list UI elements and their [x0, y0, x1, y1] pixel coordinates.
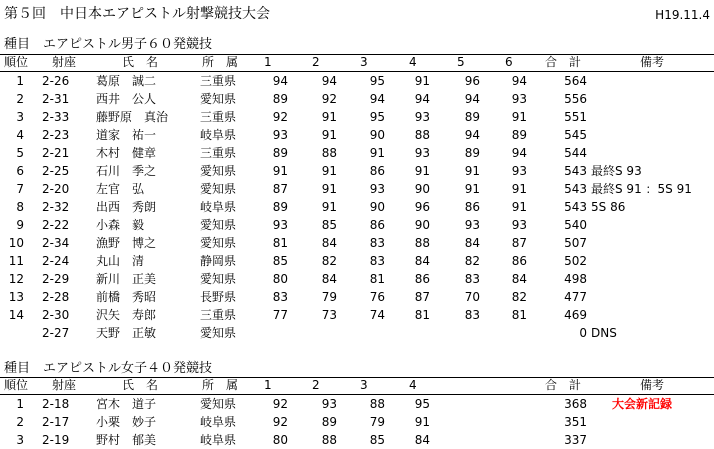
cell-rank: 1 [16, 397, 24, 411]
cell-series-2: 73 [321, 308, 337, 322]
cell-rank: 3 [16, 110, 24, 124]
cell-affiliation: 愛知県 [200, 236, 237, 250]
cell-series-2: 92 [321, 92, 337, 106]
cell-series-3: 86 [369, 164, 385, 178]
header-rank: 順位 [4, 55, 29, 69]
cell-rank: 6 [16, 164, 24, 178]
cell-series-2: 82 [321, 254, 337, 268]
cell-affiliation: 愛知県 [200, 182, 237, 196]
cell-series-3: 79 [369, 415, 385, 429]
cell-series-2: 88 [321, 433, 337, 447]
cell-firing-point: 2-17 [42, 415, 70, 429]
section-title-men: 種目 エアピストル男子６０発競技 [4, 37, 213, 52]
cell-series-1: 85 [272, 254, 288, 268]
cell-name: 漁野 博之 [96, 236, 157, 250]
cell-affiliation: 三重県 [200, 74, 237, 88]
cell-series-6: 93 [511, 164, 527, 178]
cell-affiliation: 愛知県 [200, 272, 237, 286]
cell-series-3: 76 [369, 290, 385, 304]
cell-series-3: 88 [369, 397, 385, 411]
header-series-4: 4 [409, 55, 417, 69]
cell-name: 宮木 道子 [96, 397, 157, 411]
header-note: 備考 [640, 378, 665, 392]
cell-series-5: 70 [464, 290, 480, 304]
table-row [0, 198, 714, 216]
cell-affiliation: 愛知県 [200, 164, 237, 178]
cell-series-6: 84 [511, 272, 527, 286]
cell-name: 新川 正美 [96, 272, 157, 286]
cell-series-6: 91 [511, 200, 527, 214]
cell-series-2: 79 [321, 290, 337, 304]
cell-series-5: 89 [464, 146, 480, 160]
cell-series-2: 91 [321, 182, 337, 196]
cell-series-1: 83 [272, 290, 288, 304]
table-row [0, 252, 714, 270]
cell-series-6: 93 [511, 218, 527, 232]
cell-name: 天野 正敏 [96, 326, 157, 340]
cell-affiliation: 愛知県 [200, 397, 237, 411]
cell-name: 丸山 清 [96, 254, 145, 268]
cell-series-6: 91 [511, 182, 527, 196]
cell-series-3: 95 [369, 74, 385, 88]
cell-series-3: 95 [369, 110, 385, 124]
cell-affiliation: 三重県 [200, 110, 237, 124]
cell-total: 498 [564, 272, 587, 286]
cell-name: 木村 健章 [96, 146, 157, 160]
header-series-1: 1 [264, 55, 272, 69]
cell-note: 最終S 91 ：5S 91 [591, 182, 692, 196]
cell-firing-point: 2-33 [42, 110, 70, 124]
cell-affiliation: 岐阜県 [200, 433, 237, 447]
cell-series-2: 91 [321, 110, 337, 124]
cell-firing-point: 2-31 [42, 92, 70, 106]
cell-series-6: 82 [511, 290, 527, 304]
table-body [0, 395, 714, 449]
cell-series-5: 93 [464, 218, 480, 232]
cell-firing-point: 2-28 [42, 290, 70, 304]
cell-series-4: 90 [414, 218, 430, 232]
cell-rank: 9 [16, 218, 24, 232]
cell-affiliation: 長野県 [200, 290, 237, 304]
cell-rank: 1 [16, 74, 24, 88]
cell-affiliation: 岐阜県 [200, 128, 237, 142]
cell-series-5: 84 [464, 236, 480, 250]
cell-series-4: 87 [414, 290, 430, 304]
cell-firing-point: 2-20 [42, 182, 70, 196]
cell-name: 藤野原 真治 [96, 110, 169, 124]
cell-total: 540 [564, 218, 587, 232]
cell-series-4: 88 [414, 128, 430, 142]
table-row [0, 108, 714, 126]
cell-series-4: 84 [414, 433, 430, 447]
header-total: 合 計 [545, 55, 582, 69]
cell-total: 543 [564, 182, 587, 196]
cell-series-1: 81 [272, 236, 288, 250]
event-date: H19.11.4 [655, 8, 710, 22]
cell-affiliation: 三重県 [200, 146, 237, 160]
cell-series-5: 96 [464, 74, 480, 88]
cell-series-1: 93 [272, 218, 288, 232]
cell-total: 544 [564, 146, 587, 160]
cell-rank: 7 [16, 182, 24, 196]
cell-note: 大会新記録 [612, 397, 673, 411]
cell-series-5: 91 [464, 182, 480, 196]
cell-rank: 2 [16, 92, 24, 106]
table-row [0, 234, 714, 252]
cell-affiliation: 愛知県 [200, 218, 237, 232]
cell-series-4: 94 [414, 92, 430, 106]
cell-firing-point: 2-22 [42, 218, 70, 232]
cell-series-5: 86 [464, 200, 480, 214]
cell-rank: 5 [16, 146, 24, 160]
cell-rank: 4 [16, 128, 24, 142]
header-series-3: 3 [360, 378, 368, 392]
cell-name: 小森 毅 [96, 218, 145, 232]
cell-total: 469 [564, 308, 587, 322]
table-row [0, 395, 714, 413]
cell-series-1: 89 [272, 146, 288, 160]
cell-total: 551 [564, 110, 587, 124]
cell-total: 351 [564, 415, 587, 429]
cell-firing-point: 2-32 [42, 200, 70, 214]
cell-firing-point: 2-29 [42, 272, 70, 286]
cell-series-3: 90 [369, 200, 385, 214]
cell-total: 337 [564, 433, 587, 447]
cell-rank: 11 [8, 254, 24, 268]
cell-series-3: 86 [369, 218, 385, 232]
table-row [0, 126, 714, 144]
cell-rank: 13 [8, 290, 24, 304]
table-row [0, 90, 714, 108]
cell-series-2: 93 [321, 397, 337, 411]
cell-series-2: 85 [321, 218, 337, 232]
cell-series-1: 92 [272, 397, 288, 411]
cell-total: 368 [564, 397, 587, 411]
table-header [0, 54, 714, 72]
table-row [0, 180, 714, 198]
cell-series-4: 91 [414, 164, 430, 178]
table-row [0, 306, 714, 324]
cell-firing-point: 2-26 [42, 74, 70, 88]
results-table-women [0, 377, 714, 449]
cell-series-1: 91 [272, 164, 288, 178]
cell-series-4: 95 [414, 397, 430, 411]
cell-series-1: 80 [272, 433, 288, 447]
table-body [0, 72, 714, 342]
header-affiliation: 所 属 [202, 55, 239, 69]
cell-series-6: 89 [511, 128, 527, 142]
cell-total: 477 [564, 290, 587, 304]
cell-rank: 3 [16, 433, 24, 447]
table-row [0, 72, 714, 90]
header-series-1: 1 [264, 378, 272, 392]
cell-series-6: 86 [511, 254, 527, 268]
cell-name: 前橋 秀昭 [96, 290, 157, 304]
cell-name: 出西 秀朗 [96, 200, 157, 214]
cell-firing-point: 2-34 [42, 236, 70, 250]
cell-series-3: 81 [369, 272, 385, 286]
cell-series-3: 93 [369, 182, 385, 196]
cell-series-3: 83 [369, 236, 385, 250]
table-row [0, 431, 714, 449]
cell-total: 564 [564, 74, 587, 88]
cell-series-2: 91 [321, 200, 337, 214]
cell-series-4: 84 [414, 254, 430, 268]
table-header [0, 377, 714, 395]
cell-total: 507 [564, 236, 587, 250]
cell-rank: 14 [8, 308, 24, 322]
cell-series-4: 88 [414, 236, 430, 250]
cell-series-6: 93 [511, 92, 527, 106]
cell-firing-point: 2-30 [42, 308, 70, 322]
cell-series-5: 89 [464, 110, 480, 124]
cell-series-6: 94 [511, 146, 527, 160]
cell-firing-point: 2-27 [42, 326, 70, 340]
cell-affiliation: 静岡県 [200, 254, 237, 268]
header-series-2: 2 [312, 378, 320, 392]
cell-series-4: 93 [414, 146, 430, 160]
cell-name: 小栗 妙子 [96, 415, 157, 429]
table-row [0, 288, 714, 306]
cell-series-6: 91 [511, 110, 527, 124]
cell-series-2: 84 [321, 272, 337, 286]
table-row [0, 162, 714, 180]
cell-series-2: 89 [321, 415, 337, 429]
cell-series-5: 83 [464, 308, 480, 322]
cell-series-4: 90 [414, 182, 430, 196]
cell-series-1: 92 [272, 415, 288, 429]
cell-series-1: 92 [272, 110, 288, 124]
cell-total: 545 [564, 128, 587, 142]
cell-name: 西井 公人 [96, 92, 157, 106]
cell-total: 556 [564, 92, 587, 106]
cell-series-2: 84 [321, 236, 337, 250]
cell-series-5: 83 [464, 272, 480, 286]
cell-firing-point: 2-21 [42, 146, 70, 160]
cell-rank: 8 [16, 200, 24, 214]
cell-total: 502 [564, 254, 587, 268]
cell-affiliation: 岐阜県 [200, 415, 237, 429]
cell-name: 石川 季之 [96, 164, 157, 178]
cell-series-1: 93 [272, 128, 288, 142]
header-series-2: 2 [312, 55, 320, 69]
cell-note: DNS [591, 326, 617, 340]
cell-firing-point: 2-18 [42, 397, 70, 411]
cell-total: 0 [579, 326, 587, 340]
cell-affiliation: 愛知県 [200, 326, 237, 340]
cell-series-1: 87 [272, 182, 288, 196]
table-row [0, 270, 714, 288]
cell-series-5: 94 [464, 128, 480, 142]
cell-series-4: 91 [414, 74, 430, 88]
header-series-4: 4 [409, 378, 417, 392]
cell-series-3: 94 [369, 92, 385, 106]
cell-series-3: 91 [369, 146, 385, 160]
header-series-3: 3 [360, 55, 368, 69]
cell-series-1: 77 [272, 308, 288, 322]
header-series-6: 6 [505, 55, 513, 69]
cell-series-2: 91 [321, 128, 337, 142]
cell-firing-point: 2-23 [42, 128, 70, 142]
cell-series-4: 96 [414, 200, 430, 214]
cell-affiliation: 岐阜県 [200, 200, 237, 214]
cell-series-4: 91 [414, 415, 430, 429]
page-title: 第５回 中日本エアピストル射撃競技大会 [4, 6, 270, 22]
cell-note: 最終S 93 [591, 164, 642, 178]
header-firing-point: 射座 [52, 378, 77, 392]
header-series-5: 5 [457, 55, 465, 69]
table-row [0, 413, 714, 431]
cell-series-1: 80 [272, 272, 288, 286]
cell-series-1: 89 [272, 200, 288, 214]
cell-series-5: 82 [464, 254, 480, 268]
cell-series-3: 74 [369, 308, 385, 322]
cell-affiliation: 愛知県 [200, 92, 237, 106]
cell-series-2: 88 [321, 146, 337, 160]
cell-series-2: 94 [321, 74, 337, 88]
cell-series-4: 86 [414, 272, 430, 286]
cell-name: 葛原 誠二 [96, 74, 157, 88]
header-note: 備考 [640, 55, 665, 69]
header-name: 氏 名 [122, 378, 159, 392]
header-name: 氏 名 [122, 55, 159, 69]
cell-series-2: 91 [321, 164, 337, 178]
cell-name: 道家 祐一 [96, 128, 157, 142]
cell-series-6: 94 [511, 74, 527, 88]
header-total: 合 計 [545, 378, 582, 392]
cell-rank: 2 [16, 415, 24, 429]
cell-series-4: 93 [414, 110, 430, 124]
cell-series-3: 83 [369, 254, 385, 268]
cell-rank: 10 [8, 236, 24, 250]
cell-series-4: 81 [414, 308, 430, 322]
header-firing-point: 射座 [52, 55, 77, 69]
cell-rank: 12 [8, 272, 24, 286]
cell-name: 左官 弘 [96, 182, 145, 196]
cell-total: 543 [564, 164, 587, 178]
cell-series-3: 85 [369, 433, 385, 447]
table-row [0, 216, 714, 234]
cell-firing-point: 2-25 [42, 164, 70, 178]
header-rank: 順位 [4, 378, 29, 392]
cell-affiliation: 三重県 [200, 308, 237, 322]
cell-name: 沢矢 寿郎 [96, 308, 157, 322]
cell-firing-point: 2-24 [42, 254, 70, 268]
table-row [0, 324, 714, 342]
cell-series-5: 94 [464, 92, 480, 106]
cell-total: 543 [564, 200, 587, 214]
cell-series-1: 89 [272, 92, 288, 106]
cell-note: 5S 86 [591, 200, 626, 214]
cell-firing-point: 2-19 [42, 433, 70, 447]
cell-series-6: 87 [511, 236, 527, 250]
cell-series-3: 90 [369, 128, 385, 142]
results-table-men [0, 54, 714, 342]
cell-name: 野村 郁美 [96, 433, 157, 447]
table-row [0, 144, 714, 162]
cell-series-6: 81 [511, 308, 527, 322]
cell-series-5: 91 [464, 164, 480, 178]
section-title-women: 種目 エアピストル女子４０発競技 [4, 361, 213, 376]
cell-series-1: 94 [272, 74, 288, 88]
header-affiliation: 所 属 [202, 378, 239, 392]
